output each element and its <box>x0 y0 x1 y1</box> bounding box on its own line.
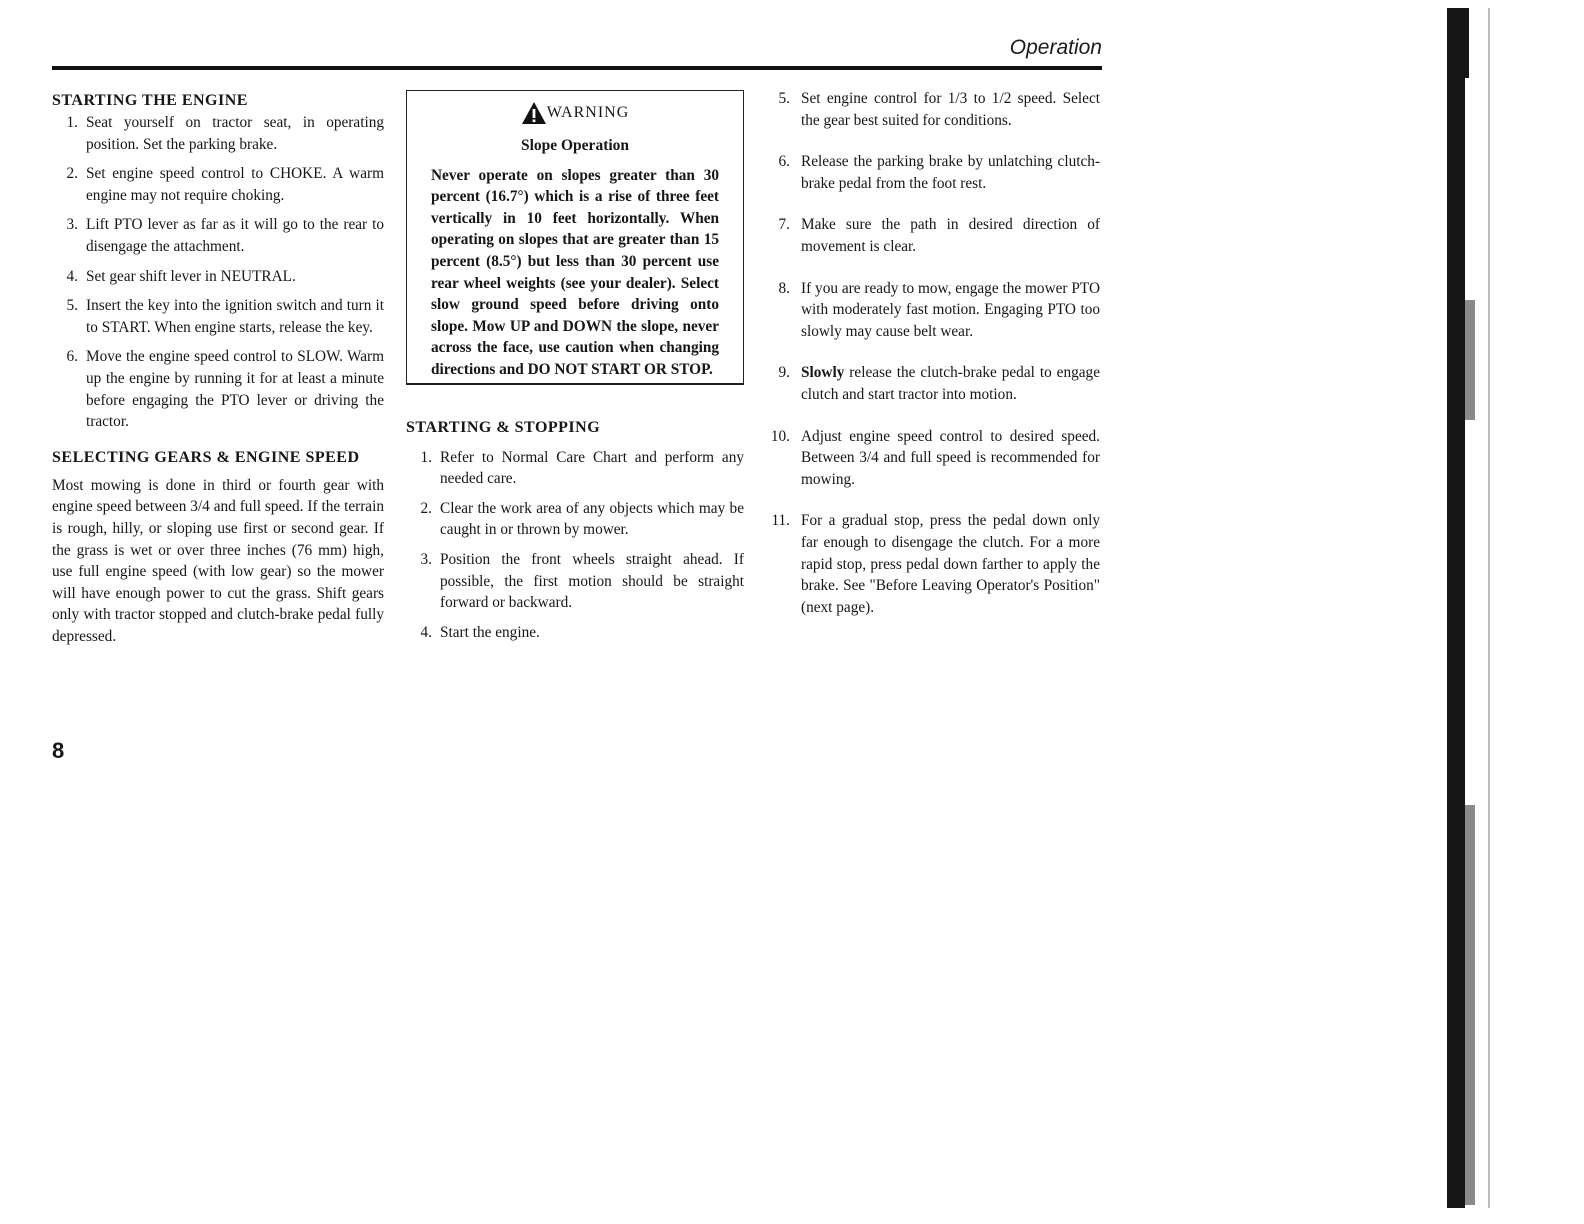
list-item <box>768 426 1100 491</box>
step-text: For a gradual stop, press the pedal down only far enough to disengage the clutch. For a more rapid stop, press pedal down farther to apply the brake. See "Before Leaving Operator's Position" (next page). <box>801 512 1100 616</box>
right-column <box>768 88 1100 638</box>
step-number: 6. <box>66 348 78 366</box>
warning-subtitle: Slope Operation <box>520 137 630 154</box>
step-number: 10. <box>770 427 790 445</box>
step-text: release the clutch-brake pedal to engage clutch and start tractor into motion. <box>801 364 1100 403</box>
step-number: 1. <box>66 114 78 131</box>
warning-triangle-icon <box>521 101 547 125</box>
step-number: 2. <box>420 499 432 517</box>
binding-edge-stripe <box>1465 300 1475 420</box>
step-number: 9. <box>778 364 790 382</box>
step-number: 11. <box>771 512 790 530</box>
step-text: Insert the key into the ignition switch and turn it to START. When engine starts, release the key. <box>86 297 384 336</box>
left-column <box>52 90 384 647</box>
binding-edge-line <box>1488 8 1490 1208</box>
step-text: Lift PTO lever as far as it will go to the rear to disengage the attachment. <box>86 216 384 255</box>
starting-engine-heading: STARTING THE ENGINE <box>52 92 248 109</box>
step-text: Refer to Normal Care Chart and perform any needed care. <box>440 448 744 488</box>
step-text: Set engine control for 1/3 to 1/2 speed. Select the gear best suited for conditions. <box>801 90 1100 129</box>
selecting-gears-text: Most mowing is done in third or fourth gear with engine speed between 3/4 and full speed. If the terrain is rough, hilly, or sloping use first or second gear. If the grass is wet or over three inches (76 mm) high, use full engine speed (with low gear) so the mower will have enough power to cut the grass. Shift gears only with tractor stopped and clutch-brake pedal fully depressed. <box>52 476 384 645</box>
starting-stopping-steps-continued <box>768 88 1100 618</box>
step-text: Clear the work area of any objects which may be caught in or thrown by mower. <box>440 499 744 539</box>
step-text: Seat yourself on tractor seat, in operating position. Set the parking brake. <box>86 114 384 153</box>
list-item <box>768 151 1100 194</box>
step-number: 5. <box>66 297 78 315</box>
list-item <box>52 214 384 257</box>
warning-title: WARNING <box>546 104 630 122</box>
list-item <box>768 362 1100 405</box>
step-number: 4. <box>420 623 432 641</box>
step-text: Make sure the path in desired direction of movement is clear. <box>801 216 1100 255</box>
middle-column <box>406 90 744 651</box>
starting-engine-steps <box>52 112 384 433</box>
step-text: Start the engine. <box>440 623 540 641</box>
step-number: 3. <box>66 216 78 234</box>
list-item <box>768 278 1100 343</box>
step-number: 6. <box>778 153 790 171</box>
step-text: Adjust engine speed control to desired speed. Between 3/4 and full speed is recommended for mowing. <box>801 427 1100 488</box>
step-text: Release the parking brake by unlatching clutch-brake pedal from the foot rest. <box>801 153 1100 192</box>
list-item <box>406 447 744 490</box>
warning-header <box>431 101 719 135</box>
binding-edge-stripe <box>1465 805 1475 1205</box>
page-number: 8 <box>52 738 65 763</box>
selecting-gears-heading: SELECTING GEARS & ENGINE SPEED <box>52 448 360 466</box>
list-item <box>52 346 384 432</box>
binding-edge <box>1447 8 1465 1208</box>
binding-edge-notch <box>1461 8 1469 78</box>
step-text: Set gear shift lever in NEUTRAL. <box>86 267 296 285</box>
step-text: If you are ready to mow, engage the mower PTO with moderately fast motion. Engaging PTO too slowly may cause belt wear. <box>801 279 1100 340</box>
step-number: 3. <box>420 550 432 568</box>
list-item <box>52 112 384 155</box>
step-number: 1. <box>420 448 432 466</box>
step-text: Move the engine speed control to SLOW. Warm up the engine by running it for at least a minute before engaging the PTO lever or driving the tractor. <box>86 348 384 431</box>
warning-text: Never operate on slopes greater than 30 percent (16.7°) which is a rise of three feet vertically in 10 feet horizontally. When operating on slopes that are greater than 15 percent (8.5°) but less than 30 percent use rear wheel weights (see your dealer). Select slow ground speed before driving onto slope. Mow UP and DOWN the slope, never across the face, use caution when changing directions and DO NOT START OR STOP. <box>431 166 719 378</box>
step-text: Set engine speed control to CHOKE. A warm engine may not require choking. <box>86 165 384 204</box>
header-rule <box>52 66 1102 70</box>
list-item <box>768 214 1100 257</box>
step-number: 8. <box>778 279 790 297</box>
warning-box <box>406 90 744 385</box>
step-number: 4. <box>66 267 78 285</box>
list-item <box>52 295 384 338</box>
step-text: Position the front wheels straight ahead. If possible, the first motion should be straight forward or backward. <box>440 550 744 612</box>
starting-stopping-heading: STARTING & STOPPING <box>406 418 601 436</box>
running-header: Operation <box>1009 36 1102 59</box>
list-item <box>406 622 744 644</box>
list-item <box>406 549 744 614</box>
list-item <box>52 266 384 288</box>
starting-stopping-steps <box>406 447 744 644</box>
step-emphasis: Slowly <box>801 364 845 382</box>
step-number: 5. <box>778 90 790 107</box>
list-item <box>768 510 1100 618</box>
list-item <box>768 88 1100 131</box>
list-item <box>52 163 384 206</box>
step-number: 7. <box>778 216 790 234</box>
step-number: 2. <box>66 165 78 183</box>
list-item <box>406 498 744 541</box>
